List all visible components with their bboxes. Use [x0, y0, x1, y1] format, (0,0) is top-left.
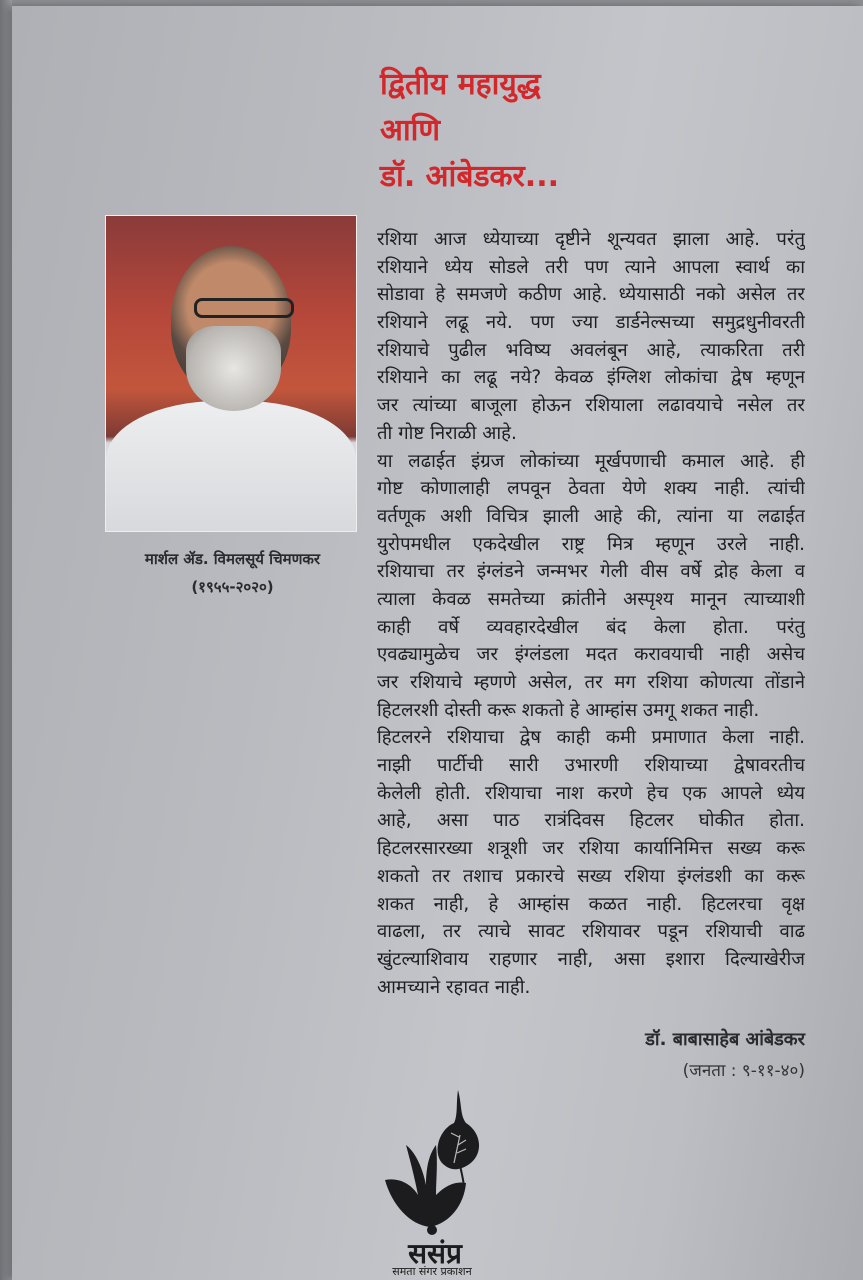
- caption-years: (१९५५-२०२०): [191, 578, 274, 596]
- text-line: रशियाने ध्येय सोडले तरी पण त्याने आपला स्वार्थ का: [377, 256, 805, 278]
- author-photo: [105, 215, 357, 532]
- text-line: काही वर्षे व्यवहारदेखील बंद केला होता. परंतु: [377, 616, 805, 638]
- text-line: सोडावा हे समजणे कठीण आहे. ध्येयासाठी नको असेल तर: [377, 284, 805, 306]
- book-spine-edge: [0, 0, 12, 1280]
- text-line: गोष्ट कोणालाही लपवून ठेवता येणे शक्य नाही. त्यांची: [377, 478, 805, 500]
- text-line: वाढला, तर त्याचे सावट रशियावर पडून रशियाची वाढ: [377, 921, 805, 943]
- logo-text: ससंप्र: [408, 1237, 462, 1270]
- text-line: जर त्यांच्या बाजूला होऊन रशियाला लढावयाचे नसेल तर: [377, 395, 805, 417]
- text-line: एवढ्यामुळेच जर इंग्लंडला मदत करावयाची नाही असेच: [377, 644, 805, 666]
- quote-source: (जनता : ९-११-४०): [682, 1061, 805, 1081]
- text-line: रशियाने लढू नये. पण ज्या डार्डनेल्सच्या समुद्रधुनीवरती: [377, 312, 805, 334]
- title-line: द्वितीय महायुद्ध: [380, 67, 541, 102]
- text-line: त्याला केवळ समतेच्या क्रांतीने अस्पृश्य मानून त्याच्याशी: [377, 588, 805, 610]
- text-line: नाझी पार्टीची सारी उभारणी रशियाच्या द्वेषावरतीच: [377, 755, 805, 777]
- text-line: रशिया आज ध्येयाच्या दृष्टीने शून्यवत झाला आहे. परंतु: [377, 229, 805, 250]
- photo-glasses: [194, 298, 294, 318]
- leaf-icon: [438, 1090, 480, 1169]
- text-line: रशियाचा तर इंग्लंडने जन्मभर गेली वीस वर्षे द्रोह केला व: [377, 561, 805, 583]
- photo-beard: [186, 326, 281, 411]
- text-line: खुंटल्याशिवाय राहणार नाही, असा इशारा दिल्याखेरीज: [377, 948, 805, 970]
- photo-shirt: [106, 401, 356, 531]
- text-line: युरोपमधील एकदेखील राष्ट्र मित्र म्हणून उरले नाही.: [377, 533, 805, 555]
- text-line: आमच्याने रहावत नाही.: [377, 976, 531, 998]
- title-line: डॉ. आंबेडकर...: [380, 159, 560, 194]
- text-line: या लढाईत इंग्रज लोकांच्या मूर्खपणाची कमाल आहे. ही: [377, 450, 805, 472]
- text-line: वर्तणूक अशी विचित्र झाली आहे की, त्यांना या लढाईत: [377, 505, 805, 527]
- quote-author: डॉ. बाबासाहेब आंबेडकर: [645, 1029, 805, 1050]
- text-line: जर रशियाचे म्हणणे असेल, तर मग रशिया कोणत्या तोंडाने: [377, 672, 805, 693]
- caption-name: मार्शल ॲड. विमलसूर्य चिमणकर: [144, 550, 321, 568]
- title-line: आणि: [380, 113, 441, 148]
- text-line: हिटलरसारख्या शत्रूशी जर रशिया कार्यानिमित्त सख्य करू: [377, 838, 805, 860]
- text-line: शकत नाही, हे आम्हांस कळत नाही. हिटलरचा वृक्ष: [377, 893, 805, 915]
- text-line: रशियाने का लढू नये? केवळ इंग्लिश लोकांचा द्वेष म्हणून: [377, 367, 805, 389]
- publisher-name: समता संगर प्रकाशन: [392, 1265, 472, 1278]
- book-title: [380, 62, 559, 200]
- text-line: शकतो तर तशाच प्रकारचे सख्य रशिया इंग्लंडशी का करू: [377, 865, 805, 887]
- text-line: आहे, असा पाठ रात्रंदिवस हिटलर घोकीत होता.: [377, 810, 805, 832]
- text-line: ती गोष्ट निराळी आहे.: [377, 422, 517, 444]
- publisher-logo: [380, 1085, 490, 1280]
- text-line: रशियाचे पुढील भविष्य अवलंबून आहे, त्याकरिता तरी: [377, 339, 805, 361]
- blurb-text: [377, 226, 805, 1001]
- photo-caption: [100, 545, 365, 601]
- text-line: हिटलरशी दोस्ती करू शकतो हे आम्हांस उमगू शकत नाही.: [377, 699, 760, 721]
- text-line: हिटलरने रशियाचा द्वेष काही कमी प्रमाणात केला नाही.: [377, 727, 805, 749]
- text-line: केलेली होती. रशियाचा नाश करणे हेच एक आपले ध्येय: [377, 782, 805, 804]
